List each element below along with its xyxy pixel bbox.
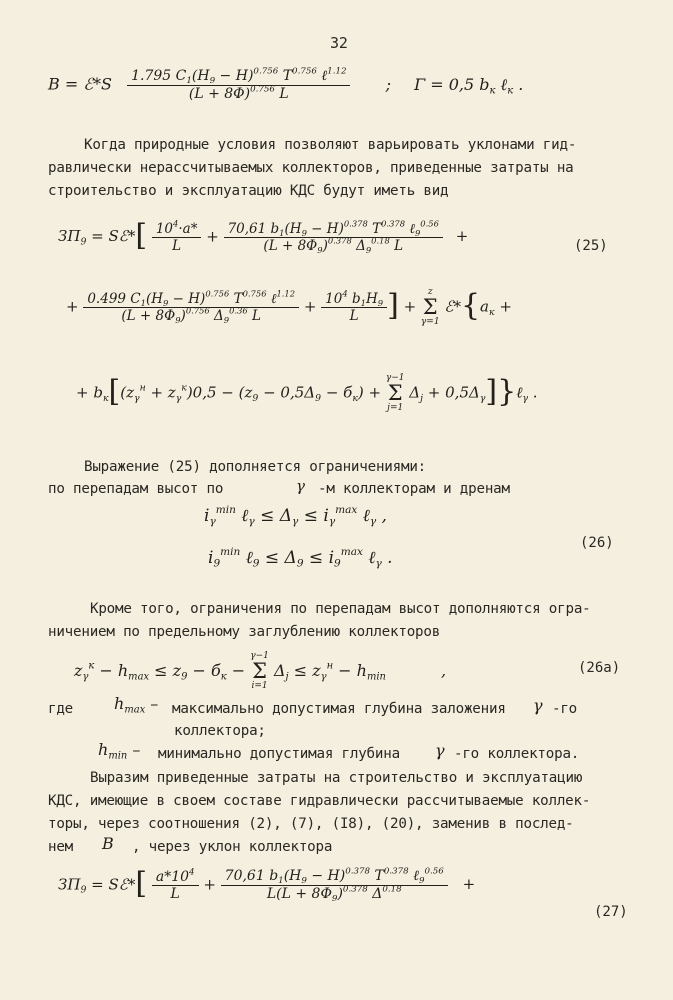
- equation-26a-number: (26а): [578, 660, 621, 676]
- equation-27-term-2: $\frac{70,61 b_1(H_9 - H)^{0.378} T^{0.378} \ell_9^{0.56}}{L(L + 8\Phi_9)^{0.378} \Delta^{0.18}}$: [221, 868, 448, 902]
- equation-25-term-3: $\frac{0.499 C_1(H_9 - H)^{0.756} T^{0.756} \ell^{1.12}}{(L + 8\Phi_9)^{0.756} \Delta_9^{0.36} L}$: [83, 291, 299, 324]
- hmax-definition: максимально допустимая глубина заложения: [172, 701, 506, 717]
- hmax-definition-cont: коллектора;: [174, 723, 266, 739]
- equation-b: B = ℰ*S $\frac{1.795 C_1(H_9 - H)^{0.756} T^{0.756} \ell^{1.12}}{(L + 8\Phi)^{0.756} L}$ ; Γ = 0,5 $b_к$ ℓ$_к$ .: [48, 66, 524, 102]
- paragraph-3-line-2: ничением по предельному заглублению коллекторов: [48, 624, 441, 640]
- paragraph-1-line-1: Когда природные условия позволяют варьировать уклонами гид-: [84, 137, 577, 153]
- equation-25-term-1: $\frac{10^4\cdot a*}{L}$: [152, 221, 202, 254]
- hmin-definition: минимально допустимая глубина: [158, 746, 400, 762]
- equation-25-lhs: $ЗП_9$ = Sℰ*: [58, 227, 136, 248]
- paragraph-4-line-1: Выразим приведенные затраты на строительство и эксплуатацию: [90, 770, 583, 786]
- equation-26a: $z_\gamma^к - h_{max} \le z_9 - б_к$ − γ−1 Σ i=1 $\Delta_j \le z_\gamma^н - h_{min}$ ,: [74, 651, 447, 691]
- paragraph-2-line-2a: по перепадам высот по: [48, 481, 224, 497]
- gamma-symbol-3: γ: [435, 741, 445, 760]
- paragraph-2-line-2b: -м коллекторам и дренам: [318, 481, 510, 497]
- equation-25-sum-gamma: z Σ γ=1: [420, 287, 440, 327]
- b-symbol: B: [102, 834, 114, 853]
- gamma-symbol: γ: [296, 477, 305, 495]
- equation-25-line-3: + $b_к[(z_\gamma^н + z_\gamma^к)0,5 - (z_9 - 0,5\Delta_9 - б_к)$ + γ−1 Σ j=1 $\Delta_j$ + $0,5\Delta_\gamma]\}\ell_\gamma$ .: [76, 373, 538, 413]
- equation-26-number: (26): [580, 535, 614, 551]
- equation-27-number: (27): [594, 904, 628, 920]
- paragraph-1-line-3: строительство и эксплуатацию КДС будут иметь вид: [48, 183, 449, 199]
- equation-25-number: (25): [574, 238, 608, 254]
- where-label: где: [48, 701, 74, 717]
- equation-25-term-2: $\frac{70,61 b_1(H_9 - H)^{0.378} T^{0.378} \ell_9^{0.56}}{(L + 8\Phi_9)^{0.378} \Delta_9^{0.18} L}$: [224, 221, 443, 254]
- equation-27-term-1: $\frac{a*10^4}{L}$: [152, 869, 199, 902]
- paragraph-1-line-2: равлически нерассчитываемых коллекторов, приведенные затраты на: [48, 160, 574, 176]
- hmin-symbol: $h_{min}$ –: [98, 740, 141, 762]
- equation-26-line-2: $i_9^{min}$ ℓ$_9$ ≤ $\Delta_9 \le i_9^{max}$ ℓ$_\gamma$ .: [208, 546, 393, 570]
- equation-26a-sum: γ−1 Σ i=1: [250, 651, 269, 691]
- hmin-suffix: -го коллектора.: [454, 746, 580, 762]
- equation-25-sum-j: γ−1 Σ j=1: [385, 373, 405, 413]
- equation-25-term-4: $\frac{10^4 b_1H_9}{L}$: [321, 291, 387, 324]
- equation-25-line-1: $ЗП_9$ = Sℰ*[ $\frac{10^4\cdot a*}{L}$ + $\frac{70,61 b_1(H_9 - H)^{0.378} T^{0.378} \ell_9^{0.56}}{(L + 8\Phi_9)^{0.378} \Delta_9^{0.18} L}$ +: [58, 218, 469, 255]
- equation-27: $ЗП_9$ = Sℰ*[ $\frac{a*10^4}{L}$ + $\frac{70,61 b_1(H_9 - H)^{0.378} T^{0.378} \ell_9^{0.56}}{L(L + 8\Phi_9)^{0.378} \Delta^{0.18}}$ +: [58, 866, 476, 905]
- equation-26-line-1: $i_\gamma^{min}$ ℓ$_\gamma$ ≤ $\Delta_\gamma \le i_\gamma^{max}$ ℓ$_\gamma$ ,: [204, 504, 387, 528]
- equation-b-fraction: $\frac{1.795 C_1(H_9 - H)^{0.756} T^{0.756} \ell^{1.12}}{(L + 8\Phi)^{0.756} L}$: [127, 68, 350, 102]
- equation-25-line-2: + $\frac{0.499 C_1(H_9 - H)^{0.756} T^{0.756} \ell^{1.12}}{(L + 8\Phi_9)^{0.756} \Delta_9^{0.36} L}$ + $\frac{10^4 b_1H_9}{L}$ ] + z Σ γ=1 $ℰ*\{a_к$ +: [66, 287, 512, 327]
- hmax-suffix: -го: [552, 701, 578, 717]
- paragraph-4-line-2: КДС, имеющие в своем составе гидравлически рассчитываемые коллек-: [48, 793, 591, 809]
- equation-gamma: Γ = 0,5 $b_к$ ℓ$_к$ .: [414, 74, 524, 96]
- hmax-symbol: $h_{max}$ –: [114, 694, 159, 716]
- paragraph-3-line-1: Кроме того, ограничения по перепадам высот дополняются огра-: [90, 601, 591, 617]
- paragraph-2-line-1: Выражение (25) дополняется ограничениями:: [84, 459, 427, 475]
- equation-b-lhs: B = ℰ*S: [48, 74, 112, 94]
- paragraph-4-line-4a: нем: [48, 839, 74, 855]
- gamma-symbol-2: γ: [533, 696, 543, 715]
- page-number: 32: [330, 34, 348, 52]
- paragraph-4-line-3: торы, через соотношения (2), (7), (I8), (20), заменив в послед-: [48, 816, 574, 832]
- paragraph-4-line-4b: , через уклон коллектора: [132, 839, 333, 855]
